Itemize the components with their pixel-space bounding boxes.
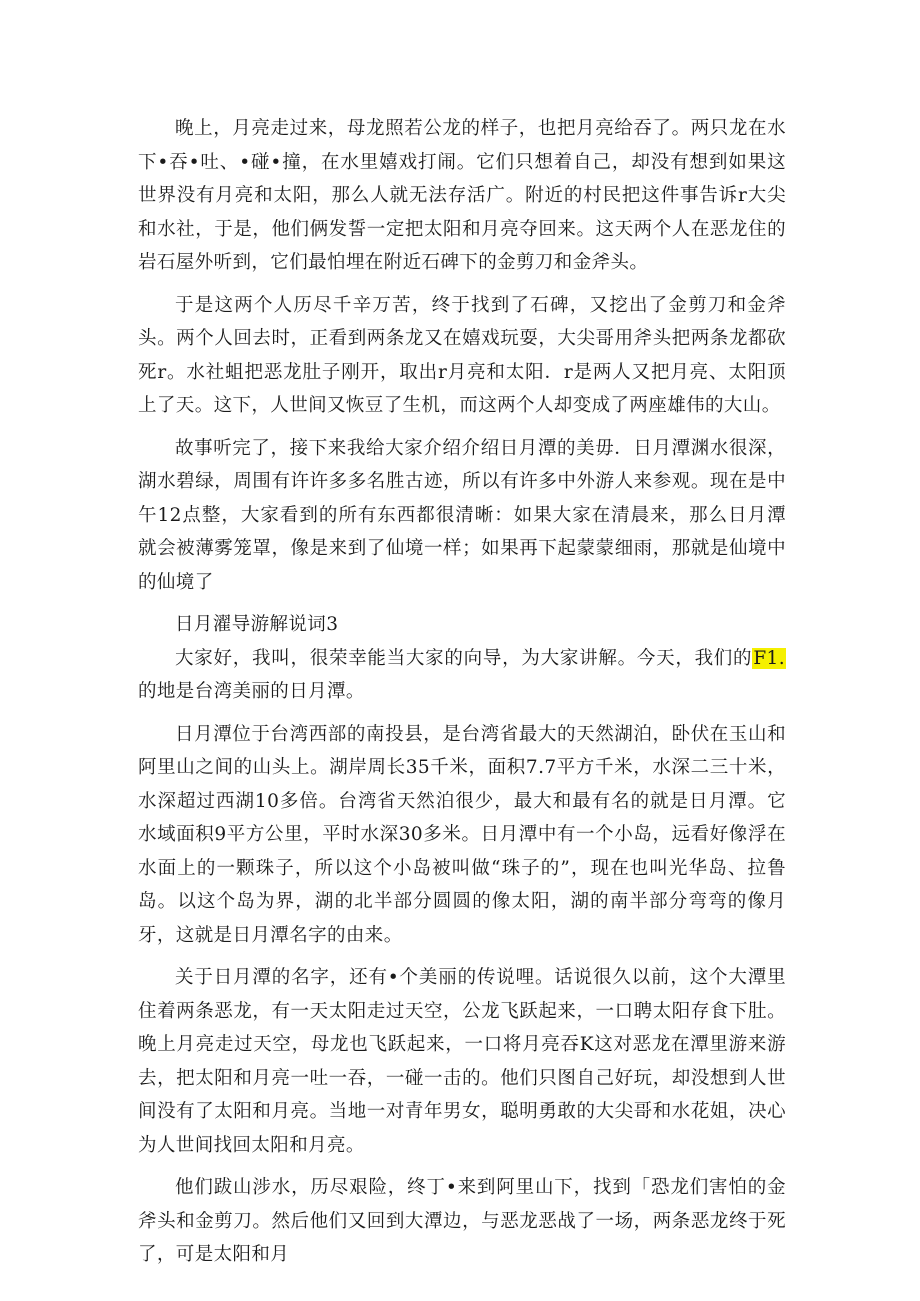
- paragraph-4: 日月潭位于台湾西部的南投县，是台湾省最大的天然湖泊，卧伏在玉山和阿里山之间的山头上。湖岸周长35千米，面积7.7平方千米，水深二三十米，水深超过西湖10多倍。台湾省天然泊很少，最大和最有名的就是日月潭。它水域面积9平方公里，平时水深30多米。日月潭中有一个小岛，远看好像浮在水面上的一颗珠子，所以这个小岛被叫做“珠子的”，现在也叫光华岛、拉鲁岛。以这个岛为界，湖的北半部分圆圆的像太阳，湖的南半部分弯弯的像月牙，这就是日月潭名字的由来。: [138, 723, 786, 946]
- paragraph-intro: [138, 642, 786, 709]
- section-heading: 日月濯导游解说词3: [175, 614, 339, 635]
- paragraph-6: 他们跋山涉水，历尽艰险，终丁•来到阿里山下，找到「恐龙们害怕的金斧头和金剪刀。然后他们又回到大潭边，与恶龙恶战了一场，两条恶龙终于死了，可是太阳和月: [138, 1177, 786, 1265]
- paragraph-5: 关于日月潭的名字，还有•个美丽的传说哩。话说很久以前，这个大潭里住着两条恶龙，有一天太阳走过天空，公龙飞跃起来，一口聘太阳存食下肚。晚上月亮走过天空，母龙也飞跃起来，一口将月亮吞K这对恶龙在潭里游来游去，把太阳和月亮一吐一吞，一碰一击的。他们只图自己好玩，却没想到人世间没有了太阳和月亮。当地一对青年男女，聪明勇敢的大尖哥和水花姐，决心为人世间找回太阳和月亮。: [138, 967, 786, 1156]
- intro-text-after: 的地是台湾美丽的日月潭。: [138, 681, 365, 702]
- paragraph-1: 晚上，月亮走过来，母龙照若公龙的样子，也把月亮给吞了。两只龙在水下•吞•吐、•碰•撞，在水里嬉戏打闹。它们只想着自己，却没有想到如果这世界没有月亮和太阳，那么人就无法存活广。附近的村民把这件事告诉r大尖和水社，于是，他们俩发誓一定把太阳和月亮夺回来。这天两个人在恶龙住的岩石屋外听到，它们最怕埋在附近石碑下的金剪刀和金斧头。: [138, 118, 786, 273]
- highlighted-text: F1.: [753, 647, 785, 669]
- paragraph-2: 于是这两个人历尽千辛万苦，终于找到了石碑，又挖出了金剪刀和金斧头。两个人回去时，正看到两条龙又在嬉戏玩耍，大尖哥用斧头把两条龙都砍死r。水社蛆把恶龙肚子刚开，取出r月亮和太阳．r是两人又把月亮、太阳顶上了天。这下，人世间又恢豆了生机，而这两个人却变成了两座雄伟的大山。: [138, 294, 786, 416]
- paragraph-3: 故事听完了，接下来我给大家介绍介绍日月潭的美毋．日月潭渊水很深，湖水碧绿，周围有许许多多名胜古迹，所以有许多中外游人来参观。现在是中午12点整，大家看到的所有东西都很清晰：如果大家在清晨来，那么日月潭就会被薄雾笼罩，像是来到了仙境一样；如果再下起蒙蒙细雨，那就是仙境中的仙境了: [138, 437, 786, 593]
- document-body: [138, 112, 786, 1281]
- intro-text-before: 大家好，我叫，很荣幸能当大家的向导，为大家讲解。今天，我们的: [175, 647, 753, 669]
